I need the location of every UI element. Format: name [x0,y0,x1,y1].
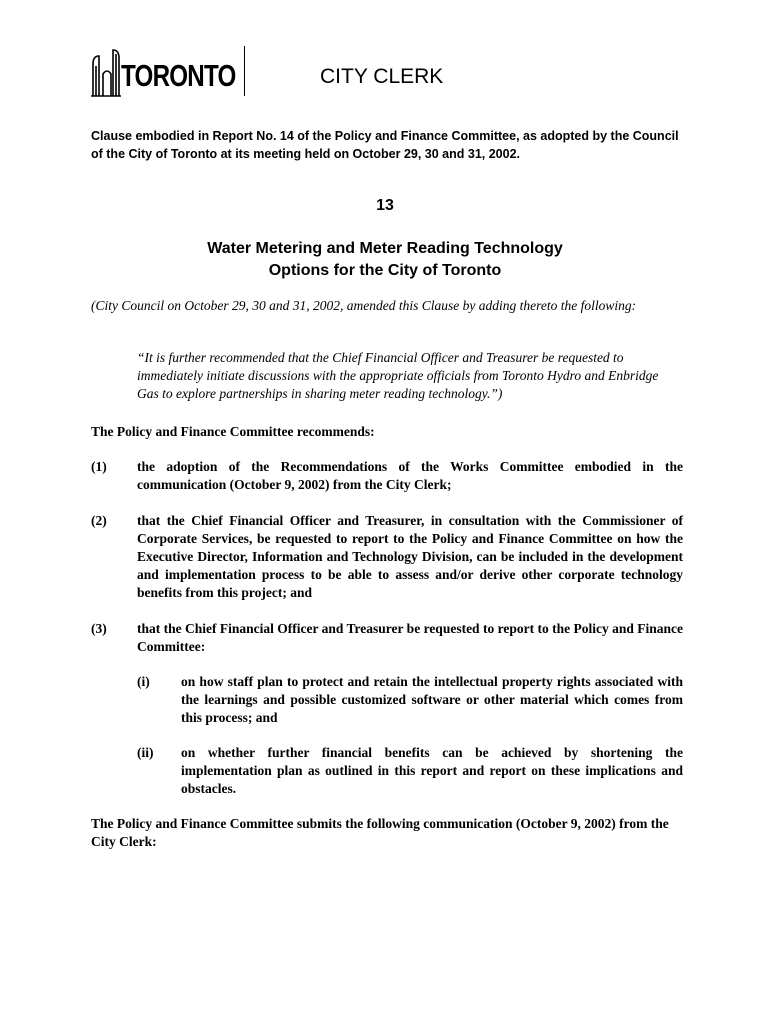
recommendation-number: (1) [91,459,107,474]
title-line-1: Water Metering and Meter Reading Technology [207,240,563,257]
recommendation-text: that the Chief Financial Officer and Treasurer, in consultation with the Commissioner of Corporate Services, be requested to report to the Policy and Finance Committee on how the Executive Director, Information and Technology Division, can be included in the development and implementation process to be able to assess and/or derive other corporate technology benefits from this project; and [137,513,683,600]
recommendation-number: (3) [91,621,107,636]
department-title: CITY CLERK [320,65,444,88]
toronto-logo [91,44,249,100]
sub-item-text: on how staff plan to protect and retain the intellectual property rights associated with the learnings and possible customized software or other material which comes from this process; and [181,674,683,725]
sub-item-text: on whether further financial benefits can be achieved by shortening the implementation plan as outlined in this report and report on these implications and obstacles. [181,745,683,796]
recommendation-item [91,620,683,656]
sub-item [137,744,683,798]
recommendation-text: that the Chief Financial Officer and Treasurer be requested to report to the Policy and Finance Committee: [137,621,683,654]
logo-divider [244,46,245,96]
clause-intro: Clause embodied in Report No. 14 of the Policy and Finance Committee, as adopted by the Council of the City of Toronto at its meeting held on October 29, 30 and 31, 2002. [91,129,679,161]
logo-wordmark: TORONTO [121,58,236,93]
recommends-heading: The Policy and Finance Committee recommends: [91,424,375,439]
page-title [0,238,770,282]
title-line-2: Options for the City of Toronto [268,262,502,279]
recommendation-item [91,512,683,602]
amendment-intro: (City Council on October 29, 30 and 31, 2002, amended this Clause by adding thereto the following: [91,298,637,313]
recommendation-text: the adoption of the Recommendations of the Works Committee embodied in the communication (October 9, 2002) from the City Clerk; [137,459,683,492]
item-number: 13 [376,197,394,214]
submits-paragraph: The Policy and Finance Committee submits the following communication (October 9, 2002) from the City Clerk: [91,816,669,849]
sub-item-number: (i) [137,674,150,689]
city-hall-icon [91,44,121,100]
sub-item [137,673,683,727]
recommendation-item [91,458,683,494]
amendment-quote: “It is further recommended that the Chief Financial Officer and Treasurer be requested to immediately initiate discussions with the appropriate officials from Toronto Hydro and Enbridge Gas to explore partnerships in sharing meter reading technology.”) [137,350,659,401]
recommendation-number: (2) [91,513,107,528]
sub-item-number: (ii) [137,745,154,760]
